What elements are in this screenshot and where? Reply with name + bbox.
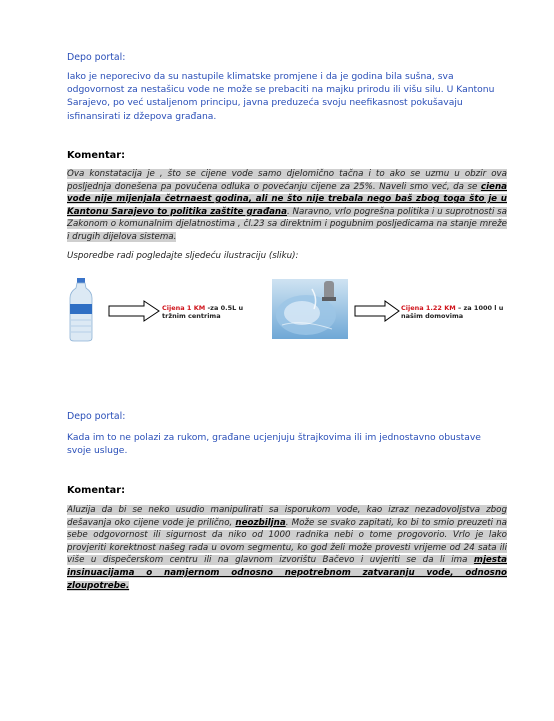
comment1-body [67, 168, 507, 244]
comment1-part2: . Naravno, vrlo pogrešna politika i u suprotnosti sa Zakonom o komunalnim djelatnostima , čl.23 sa direktnim i pogubnim posljedicama na stanje mreže i drugih dijelova sistema. [67, 206, 507, 242]
comment2-part1: Aluzija da bi se neko usudio manipulirati sa isporukom vode, kao izraz nezadovoljstva zbog dešavanja oko cijene vode je prilično, [67, 505, 507, 528]
comment1-heading: Komentar: [67, 150, 126, 161]
arrow-right-icon [108, 300, 160, 322]
section2-label: Depo portal: [67, 411, 126, 422]
caption1-text: -za 0.5L u tržnim centrima [162, 304, 244, 320]
caption2-text: – za 1000 l u našim domovima [401, 304, 504, 320]
caption1-price: Cijena 1 KM [162, 304, 206, 312]
comment1-part1: Ova konstatacija je , što se cijene vode samo djelomično tačna i to ako se uzmu u obzir ova posljednja donešena pa povučena odluka o povećanju cijene za 25%. Naveli smo već, da se [67, 169, 507, 192]
caption-tap-price [401, 304, 519, 320]
tap-water-image [272, 279, 348, 339]
comment2-emphasis1: neozbiljna [235, 517, 286, 528]
water-bottle-image [68, 278, 94, 342]
comment2-part2: . Može se svako zapitati, ko bi to smio preuzeti na sebe odgovornost ili sigurnost da niko od 1000 radnika nebi o tome progovorio. Vrlo je lako provjeriti korektnost našeg rada u ovom segmentu, ko god želi može provesti vrijeme od 24 sata ili više u dispečerskom centru ili na glavnom izvorištu Bačevo i uvjeriti se da li ima [67, 517, 507, 566]
section1-text: Iako je neporecivo da su nastupile klimatske promjene i da je godina bila sušna, sva odgovornost za nestašicu vode ne može se prebaciti na majku prirodu ili višu silu. U Kantonu Sarajevo, po već ustaljenom principu, javna preduzeća svoju neefikasnost pokušavaju isfinansirati iz džepova građana. [67, 71, 495, 122]
section1-label: Depo portal: [67, 52, 126, 63]
comment2-heading: Komentar: [67, 485, 126, 496]
arrow-right-icon-2 [354, 300, 400, 322]
caption2-price: Cijena 1.22 KM [401, 304, 456, 312]
caption-bottle-price [162, 304, 258, 320]
section2-text: Kada im to ne polazi za rukom, građane ucjenjuju štrajkovima ili im jednostavno obustave svoje usluge. [67, 432, 481, 457]
comment1-emphasis: ciena vode nije mijenjala četrnaest godina, ali ne što nije trebala nego baš zbog toga što je u Kantonu Sarajevo to politika zaštite građana [67, 181, 507, 217]
comment2-emphasis2: mjesta insinuacijama o namjernom odnosno nepotrebnom zatvaranju vode, odnosno zloupotrebe. [67, 555, 507, 591]
comment2-body [67, 504, 507, 592]
illustration-intro: Usporedbe radi pogledajte sljedeću ilustraciju (sliku): [67, 251, 299, 261]
